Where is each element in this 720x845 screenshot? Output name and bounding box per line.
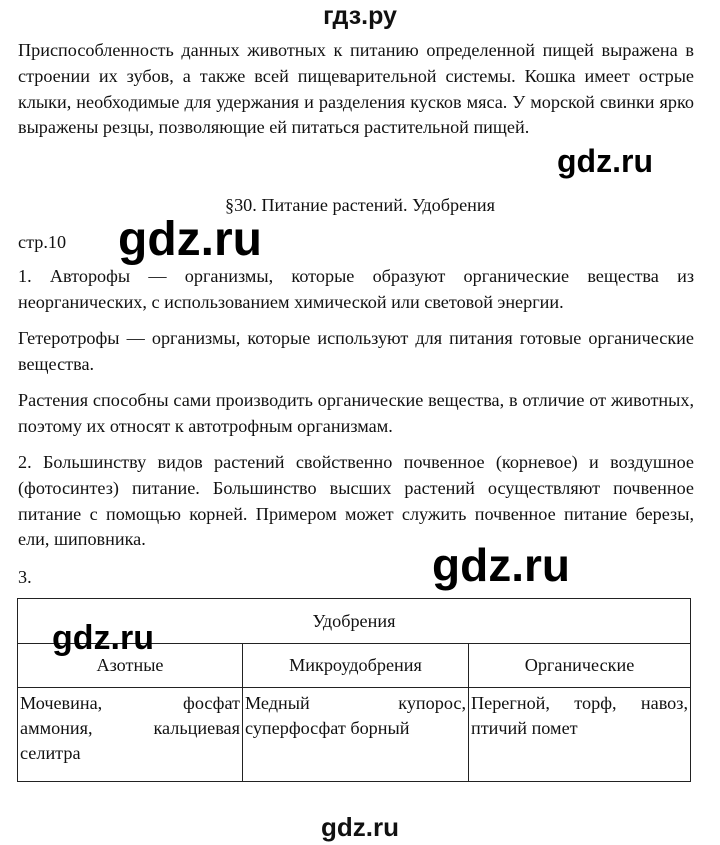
watermark-3: gdz.ru [432, 539, 570, 591]
item-number-3: 3. [18, 567, 32, 587]
header-micro: Микроудобрения [243, 644, 469, 688]
paragraph-nutrition: 2. Большинству видов растений свойственно почвенное (корневое) и воздушное (фотосинтез) питание. Большинство высших растений осуществляют почвенное питание с помощью корней. Примером может служить почвенное питание березы, ели, шиповника. [18, 452, 694, 550]
watermark-1: gdz.ru [557, 143, 653, 179]
site-header: гдз.ру [323, 2, 397, 30]
table-row [18, 688, 691, 782]
paragraph-heterotrophs: Гетеротрофы — организмы, которые используют для питания готовые органические вещества. [18, 328, 694, 374]
cell-nitrogen: Мочевина, фосфат аммония, кальциевая селитра [18, 688, 243, 782]
site-footer: gdz.ru [321, 812, 399, 842]
header-nitrogen: Азотные [18, 644, 243, 688]
section-title: §30. Питание растений. Удобрения [224, 195, 496, 215]
cell-organic: Перегной, торф, навоз, птичий помет [469, 688, 691, 782]
intro-paragraph: Приспособленность данных животных к питанию определенной пищей выражена в строении их зубов, а также всей пищеварительной системы. Кошка имеет острые клыки, необходимые для удержания и разделения кусков мяса. У морской свинки ярко выражены резцы, позволяющие ей питаться растительной пищей. [18, 40, 694, 138]
header-organic: Органические [469, 644, 691, 688]
watermark-4: gdz.ru [52, 619, 154, 657]
cell-micro: Медный купорос, суперфосфат борный [243, 688, 469, 782]
page-reference: стр.10 [18, 232, 67, 252]
watermark-2: gdz.ru [118, 213, 262, 266]
paragraph-autotrophs: 1. Авторофы — организмы, которые образуют органические вещества из неорганических, с использованием химической или световой энергии. [18, 266, 694, 312]
table-caption: Удобрения [18, 599, 691, 644]
paragraph-plants: Растения способны сами производить органические вещества, в отличие от животных, поэтому их относят к автотрофным организмам. [18, 390, 694, 436]
